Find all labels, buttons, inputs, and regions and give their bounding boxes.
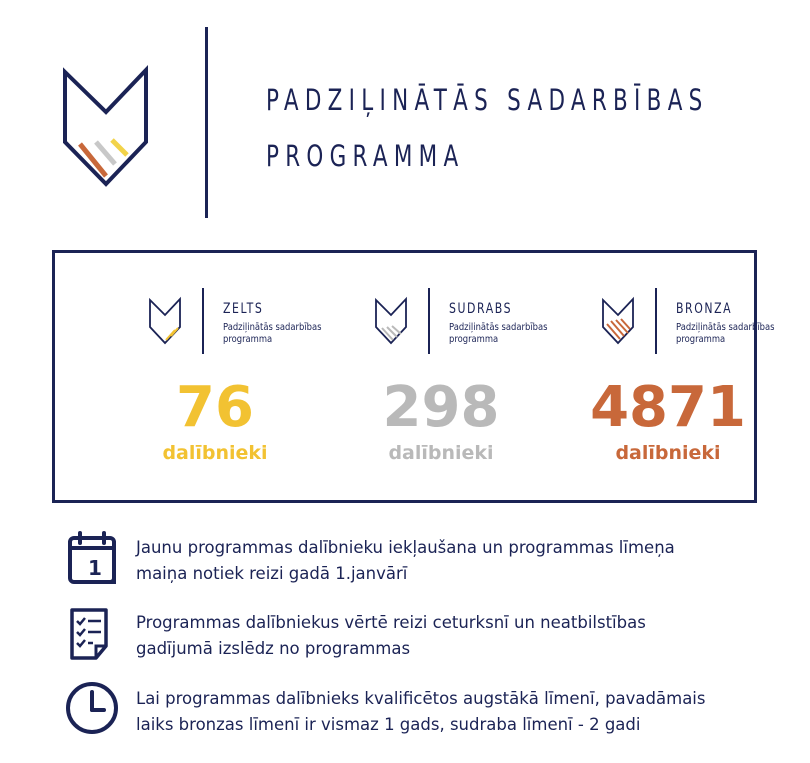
checklist-icon <box>64 606 120 662</box>
calendar-icon <box>64 530 120 586</box>
gold-tier-logo-icon <box>148 296 182 346</box>
tier-unit: dalībnieki <box>162 442 268 464</box>
tier-subtitle-line-2: programma <box>676 334 726 345</box>
tier-name: SUDRABS <box>449 301 513 317</box>
tier-count: 4871 <box>590 375 746 440</box>
info-text-line-1: Lai programmas dalībnieks kvalificētos augstākā līmenī, pavadāmais <box>136 689 706 708</box>
info-text-line-2: gadījumā izslēdz no programmas <box>136 639 411 658</box>
tier-divider <box>202 288 204 354</box>
tier-subtitle <box>223 322 322 346</box>
silver-tier-logo-icon <box>374 296 408 346</box>
page-title-line-1: PADZIĻINĀTĀS SADARBĪBAS <box>266 83 709 117</box>
clock-icon <box>64 680 120 736</box>
tier-subtitle-line-2: programma <box>449 334 499 345</box>
bronze-tier-logo-icon <box>601 296 635 346</box>
tier-divider <box>655 288 657 354</box>
tier-subtitle-line-1: Padziļinātās sadarbības <box>449 322 548 333</box>
tier-name: ZELTS <box>223 301 264 317</box>
tier-count: 76 <box>176 375 254 440</box>
tier-count: 298 <box>382 375 500 440</box>
info-text-line-1: Jaunu programmas dalībnieku iekļaušana un programmas līmeņa <box>136 538 675 557</box>
tier-subtitle <box>676 322 775 346</box>
svg-text:1: 1 <box>88 556 102 580</box>
tier-divider <box>428 288 430 354</box>
info-text-line-2: maiņa notiek reizi gadā 1.janvārī <box>136 564 408 583</box>
header-divider <box>205 27 208 218</box>
page-title-line-2: PROGRAMMA <box>266 139 465 173</box>
tier-subtitle-line-2: programma <box>223 334 273 345</box>
tier-stats-panel <box>52 250 775 503</box>
tier-subtitle-line-1: Padziļinātās sadarbības <box>223 322 322 333</box>
info-text-line-1: Programmas dalībniekus vērtē reizi ceturksnī un neatbilstības <box>136 613 646 632</box>
info-text <box>136 610 776 662</box>
tier-unit: dalībnieki <box>388 442 494 464</box>
info-text-line-2: laiks bronzas līmenī ir vismaz 1 gads, sudraba līmenī - 2 gadi <box>136 715 641 734</box>
info-text <box>136 686 776 738</box>
tier-subtitle <box>449 322 548 346</box>
tier-subtitle-line-1: Padziļinātās sadarbības <box>676 322 775 333</box>
tier-name: BRONZA <box>676 301 733 317</box>
tier-unit: dalībnieki <box>615 442 721 464</box>
program-logo <box>60 62 152 190</box>
info-text <box>136 535 776 587</box>
